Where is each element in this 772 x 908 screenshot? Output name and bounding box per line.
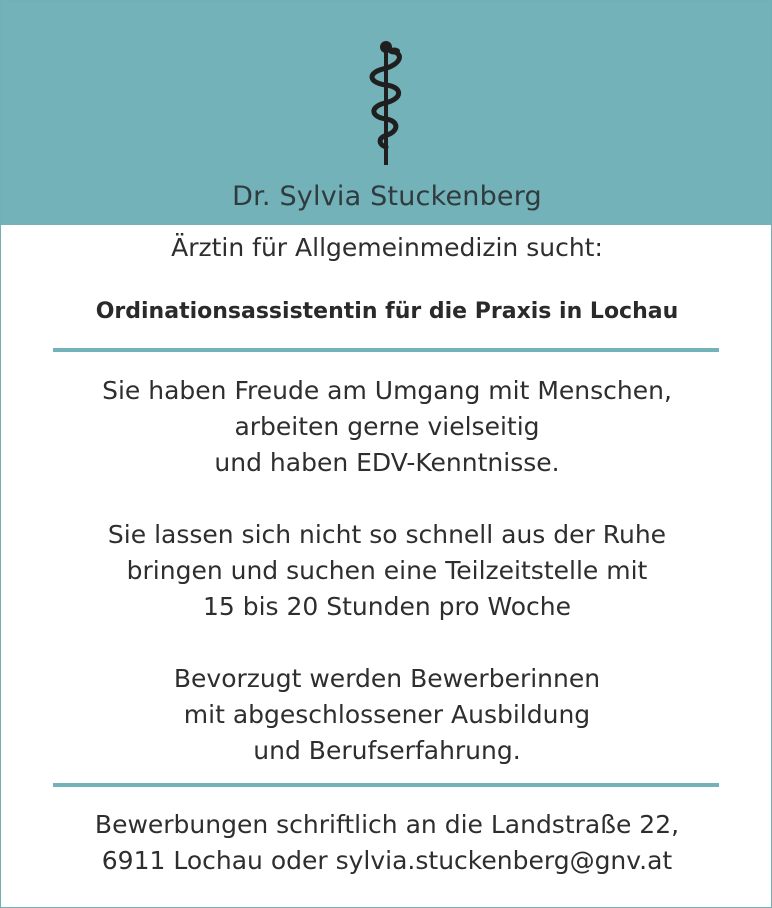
divider-bottom (53, 783, 719, 787)
paragraph-line: und haben EDV-Kenntnisse. (214, 448, 560, 477)
paragraph-line: 15 bis 20 Stunden pro Woche (202, 592, 572, 621)
paragraph-preferences (1, 661, 772, 769)
contact-address: Bewerbungen schriftlich an die Landstraße 22, (94, 810, 680, 839)
paragraph-line: Bevorzugt werden Bewerberinnen (173, 664, 601, 693)
paragraph-line: Sie haben Freude am Umgang mit Menschen, (102, 376, 672, 405)
doctor-name: Dr. Sylvia Stuckenberg (232, 181, 542, 212)
subtitle: Ärztin für Allgemeinmedizin sucht: (171, 233, 603, 262)
header-banner (1, 1, 771, 225)
paragraph-line: mit abgeschlossener Ausbildung (183, 700, 591, 729)
paragraph-line: bringen und suchen eine Teilzeitstelle mit (126, 556, 648, 585)
paragraph-requirements (1, 373, 772, 481)
paragraph-line: arbeiten gerne vielseitig (234, 412, 540, 441)
position-title: Ordinationsassistentin für die Praxis in Lochau (95, 299, 679, 324)
paragraph-line: Sie lassen sich nicht so schnell aus der Ruhe (107, 520, 667, 549)
divider-top (53, 348, 719, 352)
paragraph-position-details (1, 517, 772, 625)
contact-info (1, 807, 772, 879)
rod-of-asclepius-icon (361, 39, 411, 169)
paragraph-line: und Berufserfahrung. (253, 736, 521, 765)
contact-email: 6911 Lochau oder sylvia.stuckenberg@gnv.at (101, 846, 673, 875)
